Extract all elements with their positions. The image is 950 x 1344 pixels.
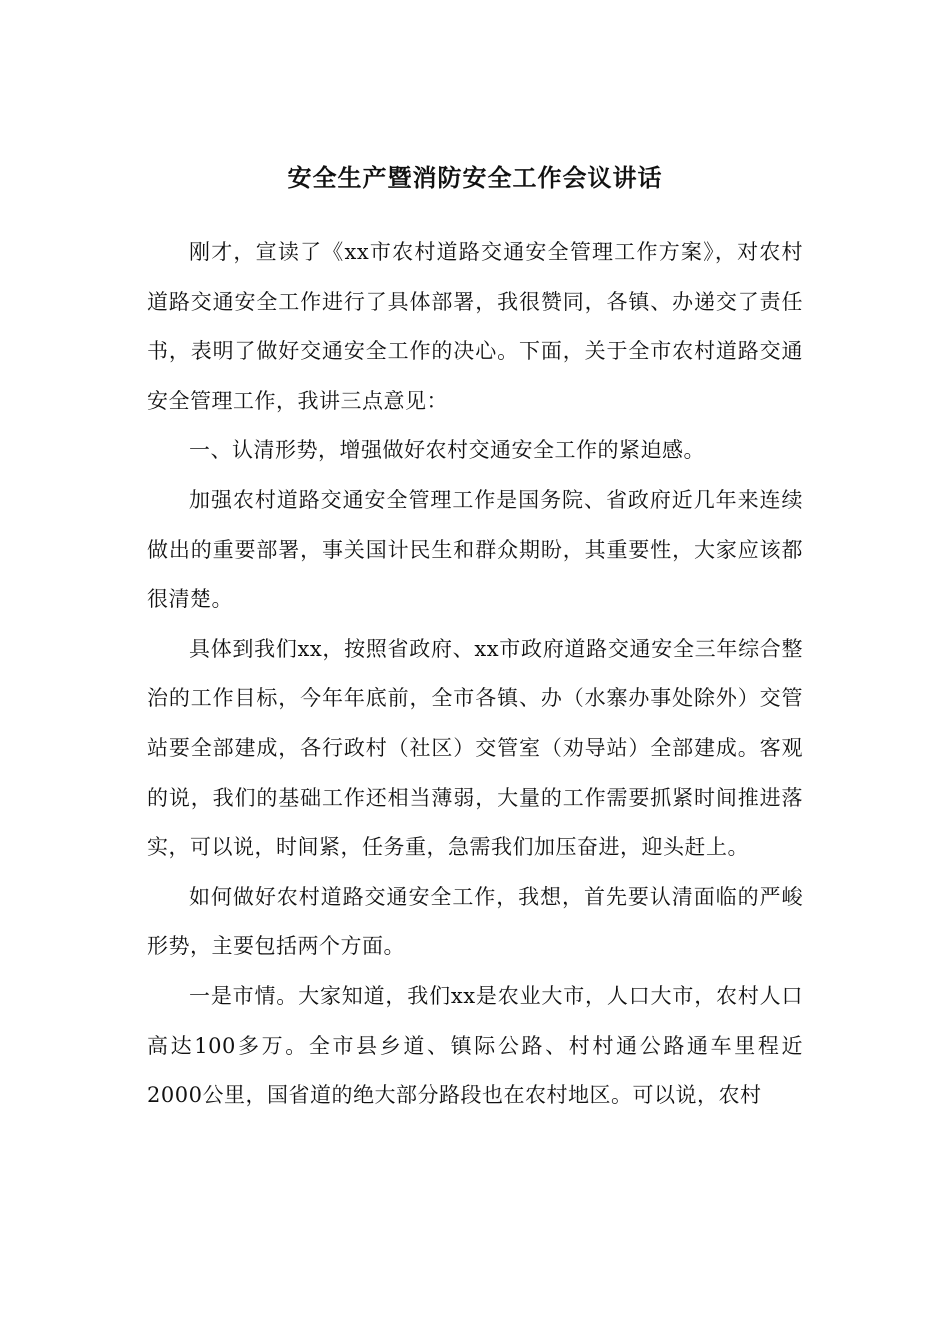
paragraph-city-conditions: 一是市情。大家知道，我们xx是农业大市，人口大市，农村人口高达100多万。全市县乡道、镇际公路、村村通公路通车里程近2000公里，国省道的绝大部分路段也在农村地区。可以说，农村	[147, 983, 803, 1108]
paragraph-section-heading-1: 一、认清形势，增强做好农村交通安全工作的紧迫感。	[189, 438, 705, 463]
document-body	[147, 228, 803, 1121]
document-title: 安全生产暨消防安全工作会议讲话	[287, 163, 663, 192]
paragraph-importance: 加强农村道路交通安全管理工作是国务院、省政府近几年来连续做出的重要部署，事关国计民生和群众期盼，其重要性，大家应该都很清楚。	[147, 487, 803, 612]
paragraph-local-goals: 具体到我们xx，按照省政府、xx市政府道路交通安全三年综合整治的工作目标，今年年底前，全市各镇、办（水寨办事处除外）交管站要全部建成，各行政村（社区）交管室（劝导站）全部建成。客观的说，我们的基础工作还相当薄弱，大量的工作需要抓紧时间推进落实，可以说，时间紧，任务重，急需我们加压奋进，迎头赶上。	[147, 636, 803, 860]
paragraph-situation: 如何做好农村道路交通安全工作，我想，首先要认清面临的严峻形势，主要包括两个方面。	[147, 884, 803, 959]
paragraph-intro: 刚才，宣读了《xx市农村道路交通安全管理工作方案》，对农村道路交通安全工作进行了具体部署，我很赞同，各镇、办递交了责任书，表明了做好交通安全工作的决心。下面，关于全市农村道路交通安全管理工作，我讲三点意见：	[147, 240, 803, 413]
